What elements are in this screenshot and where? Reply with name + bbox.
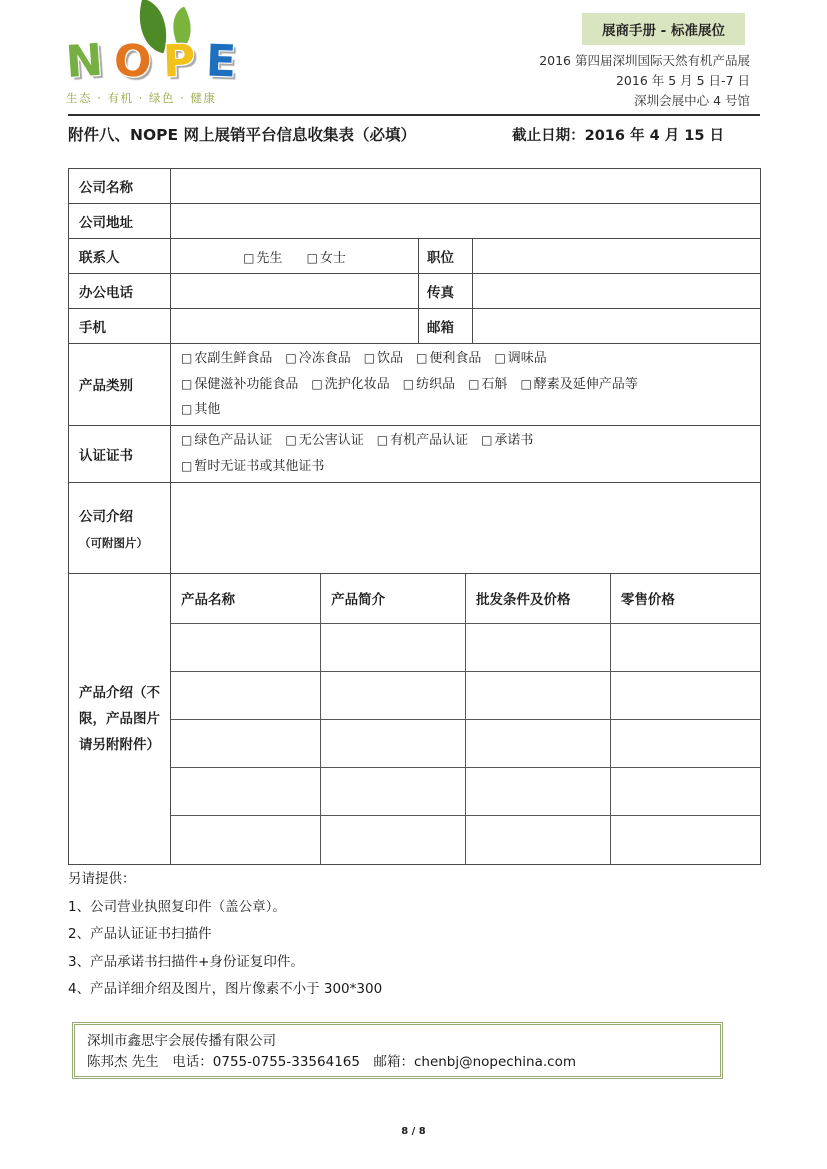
note-item: 4、产品详细介绍及图片，图片像素不小于 300*300 <box>68 981 383 997</box>
company-name-field[interactable] <box>171 169 761 204</box>
checkbox-icon[interactable]: □ <box>311 376 323 391</box>
office-phone-field[interactable] <box>171 274 419 309</box>
title-row <box>68 123 760 145</box>
logo-wordmark <box>64 34 286 89</box>
certificates-label: 认证证书 <box>69 425 171 482</box>
product-table-cell[interactable] <box>466 624 611 672</box>
company-address-label: 公司地址 <box>69 204 171 239</box>
product-table-cell[interactable] <box>466 816 611 864</box>
checkbox-icon[interactable]: □ <box>468 376 480 391</box>
note-item: 2、产品认证证书扫描件 <box>68 926 212 942</box>
company-intro-field[interactable] <box>171 482 761 573</box>
checkbox-option[interactable] <box>181 433 272 448</box>
product-table-cell[interactable] <box>171 720 321 768</box>
checkbox-icon[interactable]: □ <box>243 250 255 265</box>
checkbox-label: 纺织品 <box>416 376 456 392</box>
event-venue: 深圳会展中心 4 号馆 <box>634 92 750 108</box>
event-name: 2016 第四届深圳国际天然有机产品展 <box>539 53 750 68</box>
notes-list <box>68 894 382 1004</box>
product-table-cell[interactable] <box>610 720 760 768</box>
checkbox-option[interactable] <box>181 402 220 417</box>
nope-logo <box>64 34 286 106</box>
product-table-cell[interactable] <box>171 768 321 816</box>
product-col-retail: 零售价格 <box>610 574 760 624</box>
page-title: 附件八、NOPE 网上展销平台信息收集表（必填） <box>68 126 416 144</box>
checkbox-icon[interactable]: □ <box>520 376 532 391</box>
checkbox-label: 便利食品 <box>429 351 482 366</box>
product-table-cell[interactable] <box>466 672 611 720</box>
checkbox-label: 暂时无证书或其他证书 <box>194 458 325 474</box>
event-info <box>539 51 750 110</box>
product-table-cell[interactable] <box>466 768 611 816</box>
logo-letter-n: N <box>64 34 103 89</box>
checkbox-option[interactable] <box>468 377 507 392</box>
organizer-contact-line: 陈邦杰 先生 电话：0755-0755-33564165 邮箱：chenbj@nopechina.com <box>87 1054 576 1070</box>
gender-options <box>171 239 419 274</box>
checkbox-option[interactable] <box>377 433 468 448</box>
checkbox-option[interactable] <box>403 377 455 392</box>
checkbox-option[interactable] <box>520 377 637 392</box>
certificates-line-1 <box>181 428 760 454</box>
contact-person-label: 联系人 <box>69 239 171 274</box>
product-table <box>171 574 760 864</box>
event-dates: 2016 年 5 月 5 日-7 日 <box>615 72 750 88</box>
product-table-cell[interactable] <box>610 672 760 720</box>
product-table-cell[interactable] <box>321 720 466 768</box>
product-table-cell[interactable] <box>171 624 321 672</box>
checkbox-icon[interactable]: □ <box>181 458 193 473</box>
product-table-cell[interactable] <box>610 816 760 864</box>
checkbox-label: 女士 <box>319 250 346 266</box>
checkbox-icon[interactable]: □ <box>285 351 297 365</box>
product-table-cell[interactable] <box>321 624 466 672</box>
checkbox-icon[interactable]: □ <box>306 250 318 265</box>
checkbox-option[interactable] <box>285 433 363 448</box>
info-form-table <box>68 168 761 865</box>
email-field[interactable] <box>473 309 761 344</box>
logo-letter-o: O <box>112 35 151 88</box>
product-col-wholesale: 批发条件及价格 <box>466 574 611 624</box>
checkbox-option[interactable] <box>243 251 282 266</box>
notes-heading: 另请提供： <box>68 871 136 887</box>
product-table-cell[interactable] <box>171 672 321 720</box>
checkbox-option[interactable] <box>481 433 533 448</box>
checkbox-icon[interactable]: □ <box>285 433 297 447</box>
email-label: 邮箱 <box>419 309 473 344</box>
checkbox-label: 有机产品认证 <box>390 433 469 448</box>
header-divider <box>68 114 760 116</box>
product-table-cell[interactable] <box>610 624 760 672</box>
checkbox-icon[interactable]: □ <box>494 351 506 365</box>
page-number: 8 / 8 <box>401 1126 426 1137</box>
product-table-cell[interactable] <box>610 768 760 816</box>
company-intro-label: 公司介绍 <box>79 508 133 525</box>
certificates-line-2 <box>181 454 760 480</box>
company-intro-sublabel: （可附图片） <box>79 535 148 550</box>
product-table-cell[interactable] <box>321 768 466 816</box>
checkbox-option[interactable] <box>181 351 272 366</box>
checkbox-label: 绿色产品认证 <box>194 433 273 448</box>
product-category-label: 产品类别 <box>69 344 171 426</box>
logo-tagline: 生态 · 有机 · 绿色 · 健康 <box>66 91 217 105</box>
checkbox-option[interactable] <box>364 351 403 366</box>
deadline-text: 截止日期：2016 年 4 月 15 日 <box>512 128 724 144</box>
logo-letter-e: E <box>205 35 236 88</box>
product-table-cell-wrap <box>171 573 761 864</box>
company-address-field[interactable] <box>171 204 761 239</box>
checkbox-label: 无公害认证 <box>298 433 364 448</box>
product-col-name: 产品名称 <box>171 574 321 624</box>
checkbox-option[interactable] <box>181 377 298 392</box>
checkbox-option[interactable] <box>181 459 324 474</box>
product-category-line-2 <box>181 372 760 398</box>
product-table-cell[interactable] <box>321 672 466 720</box>
checkbox-option[interactable] <box>285 351 350 366</box>
logo-letter-p: P <box>161 35 195 88</box>
checkbox-option[interactable] <box>416 351 481 366</box>
position-label: 职位 <box>419 239 473 274</box>
checkbox-icon[interactable]: □ <box>181 433 193 447</box>
note-item: 3、产品承诺书扫描件+身份证复印件。 <box>68 953 304 970</box>
checkbox-label: 保健滋补功能食品 <box>194 376 299 392</box>
checkbox-label: 冷冻食品 <box>298 351 351 366</box>
checkbox-label: 酵素及延伸产品等 <box>533 376 638 392</box>
product-category-line-1 <box>181 346 760 372</box>
checkbox-icon[interactable]: □ <box>363 351 376 365</box>
product-category-line-3 <box>181 397 760 423</box>
checkbox-label: 承诺书 <box>494 433 534 448</box>
product-category-options <box>171 344 761 426</box>
manual-badge: 展商手册 - 标准展位 <box>582 13 745 45</box>
mobile-label: 手机 <box>69 309 171 344</box>
company-name-label: 公司名称 <box>69 169 171 204</box>
checkbox-label: 其他 <box>194 402 221 417</box>
checkbox-label: 饮品 <box>377 351 404 366</box>
product-table-cell[interactable] <box>171 816 321 864</box>
checkbox-icon[interactable]: □ <box>181 351 193 365</box>
checkbox-label: 先生 <box>256 250 283 266</box>
organizer-contact-box <box>72 1022 723 1079</box>
checkbox-option[interactable] <box>494 351 546 366</box>
certificates-options <box>171 425 761 482</box>
product-col-intro: 产品简介 <box>321 574 466 624</box>
checkbox-icon[interactable]: □ <box>181 402 193 416</box>
position-field[interactable] <box>473 239 761 274</box>
checkbox-label: 洗护化妆品 <box>324 376 390 392</box>
company-intro-label-cell <box>69 482 171 573</box>
checkbox-icon[interactable]: □ <box>481 433 493 447</box>
office-phone-label: 办公电话 <box>69 274 171 309</box>
product-intro-label: 产品介绍（不限，产品图片请另附附件） <box>69 573 171 864</box>
fax-label: 传真 <box>419 274 473 309</box>
checkbox-label: 石斛 <box>481 376 508 392</box>
note-item: 1、公司营业执照复印件（盖公章）。 <box>68 898 286 915</box>
product-table-cell[interactable] <box>466 720 611 768</box>
product-table-cell[interactable] <box>321 816 466 864</box>
organizer-company: 深圳市鑫思宇会展传播有限公司 <box>87 1033 276 1049</box>
additional-notes <box>68 866 382 1004</box>
checkbox-label: 农副生鲜食品 <box>194 351 273 366</box>
checkbox-label: 调味品 <box>507 351 547 366</box>
fax-field[interactable] <box>473 274 761 309</box>
checkbox-icon[interactable]: □ <box>416 351 428 365</box>
checkbox-icon[interactable]: □ <box>402 376 415 391</box>
mobile-field[interactable] <box>171 309 419 344</box>
checkbox-option[interactable] <box>311 377 389 392</box>
checkbox-option[interactable] <box>307 251 346 266</box>
checkbox-icon[interactable]: □ <box>376 433 389 447</box>
checkbox-icon[interactable]: □ <box>181 376 193 391</box>
